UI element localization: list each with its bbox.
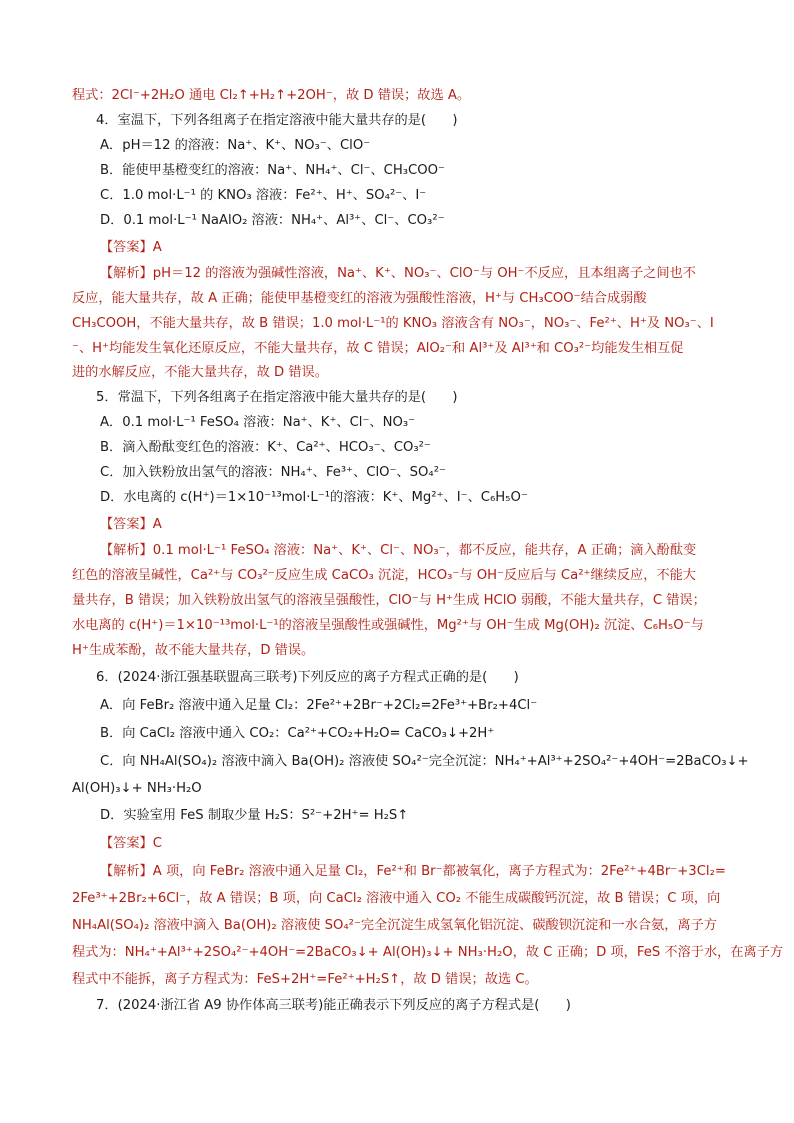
text-line: 【答案】C — [100, 836, 162, 851]
text-line: D．0.1 mol·L⁻¹ NaAlO₂ 溶液：NH₄⁺、Al³⁺、Cl⁻、CO₃²⁻ — [100, 213, 445, 228]
text-line: 程式中不能拆，离子方程式为：FeS+2H⁺=Fe²⁺+H₂S↑，故 D 错误；故选 C。 — [72, 972, 538, 987]
text-line: 程式为：NH₄⁺+Al³⁺+2SO₄²⁻+4OH⁻=2BaCO₃↓+ Al(OH)₃↓+ NH₃·H₂O，故 C 正确；D 项，FeS 不溶于水，在离子方 — [72, 945, 784, 960]
text-line: B．向 CaCl₂ 溶液中通入 CO₂：Ca²⁺+CO₂+H₂O= CaCO₃↓+2H⁺ — [100, 726, 495, 741]
text-line: Al(OH)₃↓+ NH₃·H₂O — [72, 781, 202, 796]
text-line: 【解析】0.1 mol·L⁻¹ FeSO₄ 溶液：Na⁺、K⁺、Cl⁻、NO₃⁻，都不反应，能共存，A 正确；滴入酚酞变 — [100, 543, 697, 558]
text-line: 【答案】A — [100, 240, 162, 255]
text-line: 4．室温下，下列各组离子在指定溶液中能大量共存的是( ) — [96, 113, 458, 128]
text-line: 红色的溶液呈碱性，Ca²⁺与 CO₃²⁻反应生成 CaCO₃ 沉淀，HCO₃⁻与 OH⁻反应后与 Ca²⁺继续反应，不能大 — [72, 568, 696, 583]
text-line: D．水电离的 c(H⁺)＝1×10⁻¹³mol·L⁻¹的溶液：K⁺、Mg²⁺、I⁻、C₆H₅O⁻ — [100, 490, 528, 505]
text-line: NH₄Al(SO₄)₂ 溶液中滴入 Ba(OH)₂ 溶液使 SO₄²⁻完全沉淀生成氢氧化铝沉淀、碳酸钡沉淀和一水合氨，离子方 — [72, 918, 717, 933]
text-line: C．加入铁粉放出氢气的溶液：NH₄⁺、Fe³⁺、ClO⁻、SO₄²⁻ — [100, 465, 446, 480]
text-line: 7．(2024·浙江省 A9 协作体高三联考)能正确表示下列反应的离子方程式是( ) — [96, 998, 571, 1013]
text-line: D．实验室用 FeS 制取少量 H₂S：S²⁻+2H⁺= H₂S↑ — [100, 808, 409, 823]
text-line: 量共存，B 错误；加入铁粉放出氢气的溶液呈强酸性，ClO⁻与 H⁺生成 HClO 弱酸，不能大量共存，C 错误； — [72, 593, 706, 608]
text-line: 【解析】pH＝12 的溶液为强碱性溶液，Na⁺、K⁺、NO₃⁻、ClO⁻与 OH⁻不反应，且本组离子之间也不 — [100, 266, 696, 281]
text-line: 【解析】A 项，向 FeBr₂ 溶液中通入足量 Cl₂，Fe²⁺和 Br⁻都被氧化，离子方程式为：2Fe²⁺+4Br⁻+3Cl₂= — [100, 864, 726, 879]
text-line: 程式：2Cl⁻+2H₂O 通电 Cl₂↑+H₂↑+2OH⁻，故 D 错误；故选 A。 — [72, 88, 471, 103]
text-line: A．向 FeBr₂ 溶液中通入足量 Cl₂：2Fe²⁺+2Br⁻+2Cl₂=2Fe³⁺+Br₂+4Cl⁻ — [100, 698, 538, 713]
text-line: 【答案】A — [100, 517, 162, 532]
text-line: C．1.0 mol·L⁻¹ 的 KNO₃ 溶液：Fe²⁺、H⁺、SO₄²⁻、I⁻ — [100, 188, 427, 203]
text-line: 反应，能大量共存，故 A 正确；能使甲基橙变红的溶液为强酸性溶液，H⁺与 CH₃COO⁻结合成弱酸 — [72, 291, 647, 306]
text-line: 2Fe³⁺+2Br₂+6Cl⁻，故 A 错误；B 项，向 CaCl₂ 溶液中通入 CO₂ 不能生成碳酸钙沉淀，故 B 错误；C 项，向 — [72, 891, 721, 906]
text-line: A．0.1 mol·L⁻¹ FeSO₄ 溶液：Na⁺、K⁺、Cl⁻、NO₃⁻ — [100, 415, 416, 430]
text-line: H⁺生成苯酚，故不能大量共存，D 错误。 — [72, 643, 315, 658]
text-line: B．能使甲基橙变红的溶液：Na⁺、NH₄⁺、Cl⁻、CH₃COO⁻ — [100, 163, 445, 178]
text-line: CH₃COOH，不能大量共存，故 B 错误；1.0 mol·L⁻¹的 KNO₃ 溶液含有 NO₃⁻，NO₃⁻、Fe²⁺、H⁺及 NO₃⁻、I — [72, 316, 714, 331]
text-line: 进的水解反应，不能大量共存，故 D 错误。 — [72, 365, 328, 380]
text-line: 5．常温下，下列各组离子在指定溶液中能大量共存的是( ) — [96, 390, 458, 405]
text-line: 6．(2024·浙江强基联盟高三联考)下列反应的离子方程式正确的是( ) — [96, 670, 519, 685]
text-line: 水电离的 c(H⁺)＝1×10⁻¹³mol·L⁻¹的溶液呈强酸性或强碱性，Mg²⁺与 OH⁻生成 Mg(OH)₂ 沉淀、C₆H₅O⁻与 — [72, 618, 704, 633]
text-line: ⁻、H⁺均能发生氧化还原反应，不能大量共存，故 C 错误；AlO₂⁻和 Al³⁺及 Al³⁺和 CO₃²⁻均能发生相互促 — [72, 341, 684, 356]
text-line: B．滴入酚酞变红色的溶液：K⁺、Ca²⁺、HCO₃⁻、CO₃²⁻ — [100, 440, 431, 455]
text-line: A．pH＝12 的溶液：Na⁺、K⁺、NO₃⁻、ClO⁻ — [100, 138, 371, 153]
text-line: C．向 NH₄Al(SO₄)₂ 溶液中滴入 Ba(OH)₂ 溶液使 SO₄²⁻完全沉淀：NH₄⁺+Al³⁺+2SO₄²⁻+4OH⁻=2BaCO₃↓+ — [100, 754, 749, 769]
